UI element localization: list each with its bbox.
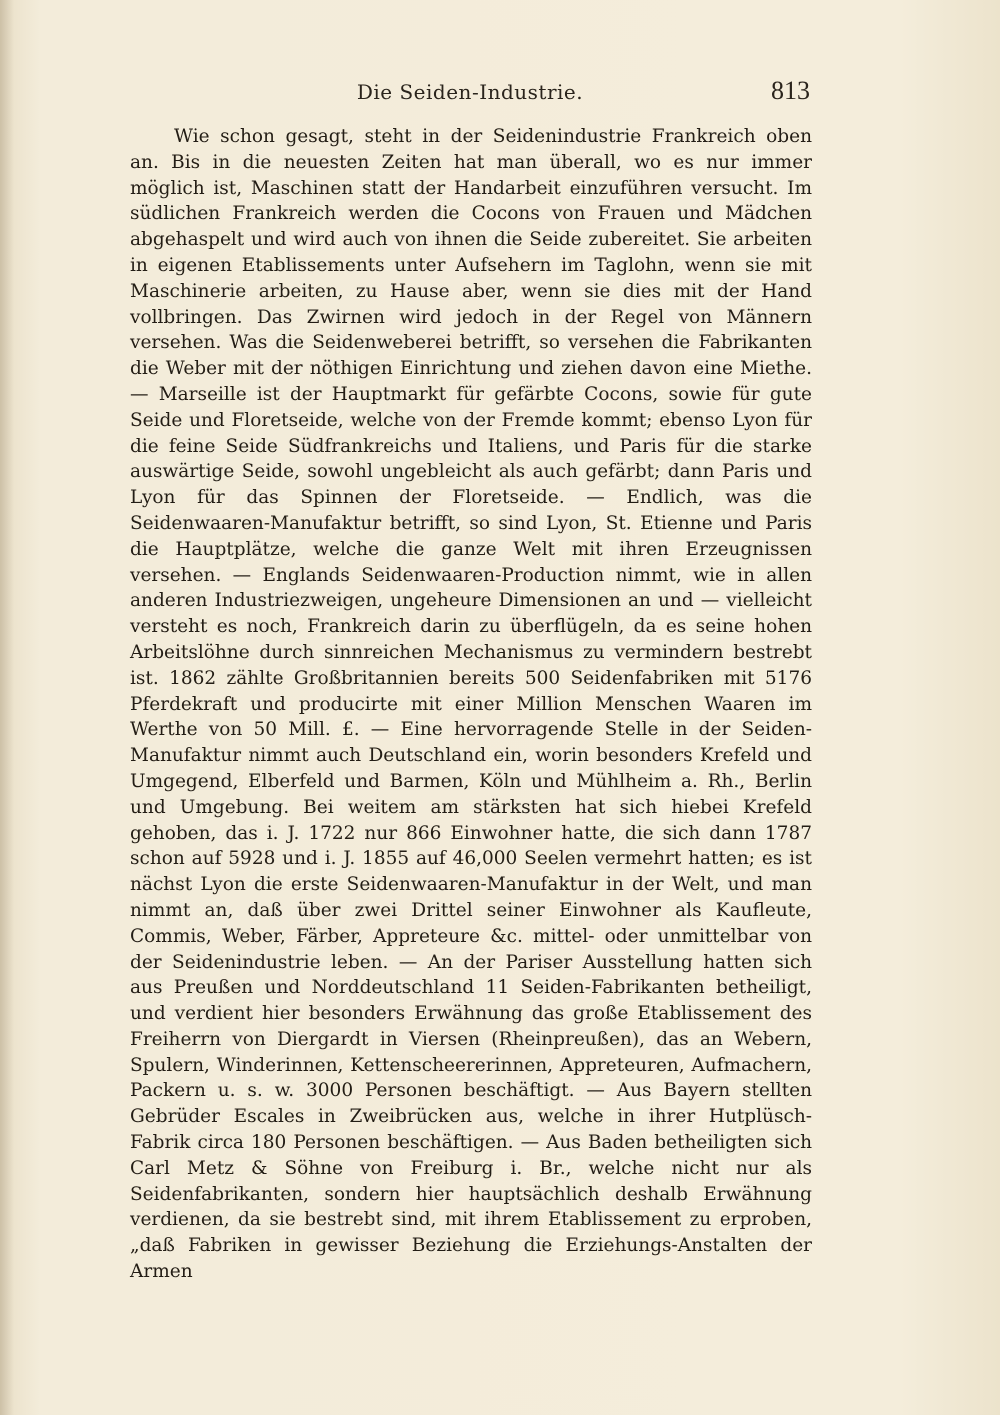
body-paragraph: Wie schon gesagt, steht in der Seidenindustrie Frankreich oben an. Bis in die neuesten Zeiten hat man überall, wo es nur immer möglich ist, Maschinen statt der Handarbeit einzuführen versucht. Im südlichen Frankreich werden die Cocons von Frauen und Mädchen abgehaspelt und wird auch von ihnen die Seide zubereitet. Sie arbeiten in eigenen Etablissements unter Aufsehern im Taglohn, wenn sie mit Maschinerie arbeiten, zu Hause aber, wenn sie dies mit der Hand vollbringen. Das Zwirnen wird jedoch in der Regel von Männern versehen. Was die Seidenweberei betrifft, so versehen die Fabrikanten die Weber mit der nöthigen Einrichtung und ziehen davon eine Miethe. — Marseille ist der Hauptmarkt für gefärbte Cocons, sowie für gute Seide und Floretseide, welche von der Fremde kommt; ebenso Lyon für die feine Seide Südfrankreichs und Italiens, und Paris für die starke auswärtige Seide, sowohl ungebleicht als auch gefärbt; dann Paris und Lyon für das Spinnen der Floretseide. — Endlich, was die Seidenwaaren-Manufaktur betrifft, so sind Lyon, St. Etienne und Paris die Hauptplätze, welche die ganze Welt mit ihren Erzeugnissen versehen. — Englands Seidenwaaren-Production nimmt, wie in allen anderen Industriezweigen, ungeheure Dimensionen an und — vielleicht versteht es noch, Frankreich darin zu überflügeln, da es seine hohen Arbeitslöhne durch sinnreichen Mechanismus zu vermindern bestrebt ist. 1862 zählte Großbritannien bereits 500 Seidenfabriken mit 5176 Pferdekraft und producirte mit einer Million Menschen Waaren im Werthe von 50 Mill. £. — Eine hervorragende Stelle in der Seiden-Manufaktur nimmt auch Deutschland ein, worin besonders Krefeld und Umgegend, Elberfeld und Barmen, Köln und Mühlheim a. Rh., Berlin und Umgebung. Bei weitem am stärksten hat sich hiebei Krefeld gehoben, das i. J. 1722 nur 866 Einwohner hatte, die sich dann 1787 schon auf 5928 und i. J. 1855 auf 46,000 Seelen vermehrt hatten; es ist nächst Lyon die erste Seidenwaaren-Manufaktur in der Welt, und man nimmt an, daß über zwei Drittel seiner Einwohner als Kaufleute, Commis, Weber, Färber, Appreteure &c. mittel- oder unmittelbar von der Seidenindustrie leben. — An der Pariser Ausstellung hatten sich aus Preußen und Norddeutschland 11 Seiden-Fabrikanten betheiligt, und verdient hier besonders Erwähnung das große Etablissement des Freiherrn von Diergardt in Viersen (Rheinpreußen), das an Webern, Spulern, Winderinnen, Kettenscheererinnen, Appreteuren, Aufmachern, Packern u. s. w. 3000 Personen beschäftigt. — Aus Bayern stellten Gebrüder Escales in Zweibrücken aus, welche in ihrer Hutplüsch-Fabrik circa 180 Personen beschäftigen. — Aus Baden betheiligten sich Carl Metz & Söhne von Freiburg i. Br., welche nicht nur als Seidenfabrikanten, sondern hier hauptsächlich deshalb Erwähnung verdienen, da sie bestrebt sind, mit ihrem Etablissement zu erproben, „daß Fabriken in gewisser Beziehung die Erziehungs-Anstalten der Armen bbox=[130, 126, 812, 1283]
binding-shadow bbox=[0, 0, 14, 1415]
running-title: Die Seiden-Industrie. bbox=[356, 80, 584, 104]
page-number: 813 bbox=[771, 76, 810, 105]
page-header bbox=[130, 76, 810, 110]
